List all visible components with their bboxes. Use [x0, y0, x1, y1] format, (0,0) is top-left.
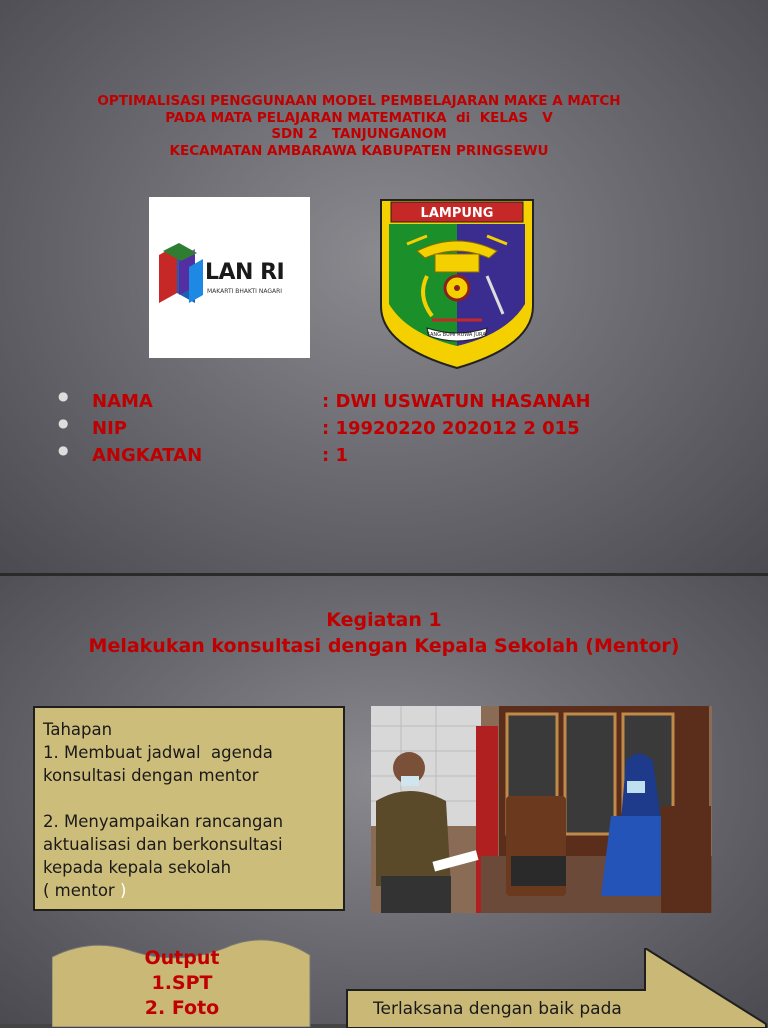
bullet-icon: ● — [58, 416, 69, 430]
result-text: Terlaksana dengan baik pada — [373, 999, 622, 1019]
steps-line: 1. Membuat jadwal agenda — [43, 743, 273, 762]
activity-subtitle: Melakukan konsultasi dengan Kepala Sekolah (Mentor) — [88, 635, 680, 657]
output-item: 1.SPT — [151, 972, 213, 994]
slide-1-title — [0, 93, 718, 159]
slide-2-title — [0, 607, 768, 659]
bio-value: : 19920220 202012 2 015 — [322, 418, 580, 439]
output-item: 2. Foto — [144, 997, 220, 1019]
steps-line: 2. Menyampaikan rancangan — [43, 812, 284, 831]
title-line: SDN 2 TANJUNGANOM — [271, 126, 447, 142]
output-list — [52, 946, 312, 1021]
steps-box — [33, 706, 345, 911]
title-line: PADA MATA PELAJARAN MATEMATIKA di KELAS V — [165, 109, 553, 126]
steps-line-paren: ) — [119, 881, 127, 900]
lampung-banner-text: LAMPUNG — [420, 206, 494, 221]
activity-title: Kegiatan 1 — [326, 609, 442, 631]
bio-value: : 1 — [322, 445, 348, 466]
bullet-icon: ● — [58, 389, 69, 403]
bio-label: NAMA — [92, 391, 153, 412]
title-line: OPTIMALISASI PENGGUNAAN MODEL PEMBELAJARAN MAKE A MATCH — [97, 93, 621, 109]
output-heading: Output — [144, 947, 220, 969]
lan-ri-logo-text: LAN RI — [205, 260, 285, 285]
steps-line: aktualisasi dan berkonsultasi — [43, 835, 283, 854]
lan-ri-logo-tagline: MAKARTI BHAKTI NAGARI — [207, 288, 283, 295]
steps-line: Tahapan — [43, 720, 113, 739]
lan-ri-logo — [149, 197, 310, 358]
title-line: KECAMATAN AMBARAWA KABUPATEN PRINGSEWU — [169, 142, 549, 159]
bio-label: NIP — [92, 418, 127, 439]
steps-line: kepada kepala sekolah — [43, 858, 232, 877]
bullet-icon: ● — [58, 443, 69, 457]
lampung-coat-of-arms-icon — [377, 196, 537, 372]
steps-line-text: ( mentor — [43, 881, 120, 900]
lampung-motto-text: SANG BUMI RUWA JURAI — [426, 332, 488, 338]
steps-line — [43, 787, 335, 810]
steps-line — [43, 879, 335, 902]
bio-value: : DWI USWATUN HASANAH — [322, 391, 591, 412]
bio-label: ANGKATAN — [92, 445, 203, 466]
consultation-photo — [371, 706, 712, 913]
steps-line: konsultasi dengan mentor — [43, 766, 259, 785]
